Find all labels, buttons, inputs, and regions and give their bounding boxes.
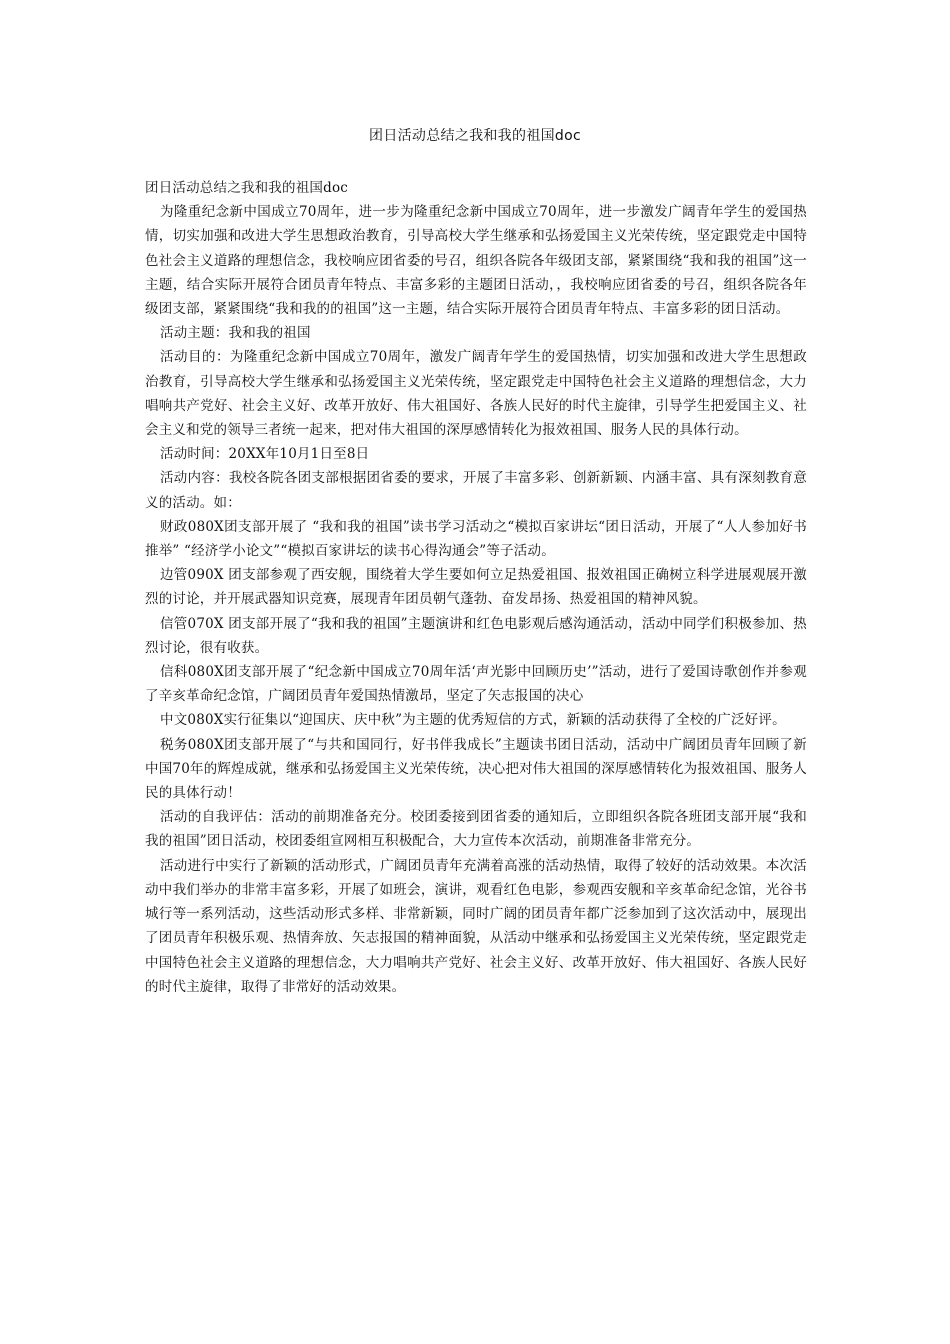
paragraph-intro: 为隆重纪念新中国成立70周年，进一步为隆重纪念新中国成立70周年，进一步激发广阔青年学生的爱国热情，切实加强和改进大学生思想政治教育，引导高校大学生继承和弘扬爱国主义光荣传统，坚定跟党走中国特色社会主义道路的理想信念，我校响应团省委的号召，组织各院各年级团支部，紧紧围绕“我和我的祖国”这一主题，结合实际开展符合团员青年特点、丰富多彩的主题团日活动，，我校响应团省委的号召，组织各院各年级团支部，紧紧围绕“我和我的的祖国”这一主题，结合实际开展符合团员青年特点、丰富多彩的团日活动。 <box>145 204 807 318</box>
paragraph-purpose: 活动目的：为隆重纪念新中国成立70周年，激发广阔青年学生的爱国热情，切实加强和改进大学生思想政治教育，引导高校大学生继承和弘扬爱国主义光荣传统，坚定跟党走中国特色社会主义道路的理想信念，大力唱响共产党好、社会主义好、改革开放好、伟大祖国好、各族人民好的时代主旋律，引导学生把爱国主义、社会主义和党的领导三者统一起来，把对伟大祖国的深厚感情转化为报效祖国、服务人民的具体行动。 <box>145 349 807 439</box>
paragraph-info-science: 信科080X团支部开展了“纪念新中国成立70周年活‘声光影中回顾历史’”活动，进行了爱国诗歌创作并参观了辛亥革命纪念馆，广阔团员青年爱国热情激昂，坚定了矢志报国的决心 <box>145 664 807 705</box>
paragraph-theme: 活动主题：我和我的祖国 <box>160 325 311 342</box>
paragraph-finance: 财政080X团支部开展了 “我和我的祖国”读书学习活动之“模拟百家讲坛“团日活动，开展了“人人参加好书推举” “经济学小论文”“模拟百家讲坛的读书心得沟通会”等子活动。 <box>145 518 807 560</box>
paragraph-self-evaluation: 活动的自我评估：活动的前期准备充分。校团委接到团省委的通知后，立即组织各院各班团支部开展“我和我的祖国”团日活动，校团委组宣网相互积极配合，大力宣传本次活动，前期准备非常充分。 <box>145 809 807 850</box>
paragraph-results: 活动进行中实行了新颖的活动形式，广阔团员青年充满着高涨的活动热情，取得了较好的活动效果。本次活动中我们举办的非常丰富多彩，开展了如班会，演讲，观看红色电影，参观西安舰和辛亥革命纪念馆，光谷书城行等一系列活动，这些活动形式多样、非常新颖，同时广阔的团员青年都广泛参加到了这次活动中，展现出了团员青年积极乐观、热情奔放、矢志报国的精神面貌，从活动中继承和弘扬爱国主义光荣传统，坚定跟党走中国特色社会主义道路的理想信念，大力唱响共产党好、社会主义好、改革开放好、伟大祖国好、各族人民好的时代主旋律，取得了非常好的活动效果。 <box>145 857 807 995</box>
paragraph-taxation: 税务080X团支部开展了“与共和国同行，好书伴我成长”主题读书团日活动，活动中广阔团员青年回顾了新中国70年的辉煌成就，继承和弘扬爱国主义光荣传统，决心把对伟大祖国的深厚感情转化为报效祖国、服务人民的具体行动！ <box>145 736 807 802</box>
paragraph-info-management: 信管070X 团支部开展了“我和我的祖国”主题演讲和红色电影观后感沟通活动，活动中同学们积极参加、热烈讨论，很有收获。 <box>145 615 807 656</box>
paragraph-chinese: 中文080X实行征集以“迎国庆、庆中秋”为主题的优秀短信的方式，新颖的活动获得了全校的广泛好评。 <box>160 712 786 729</box>
document-body <box>145 176 807 999</box>
paragraph-border-management: 边管090X 团支部参观了西安舰，围绕着大学生要如何立足热爱祖国、报效祖国正确树立科学进展观展开激烈的讨论，并开展武器知识竞赛，展现青年团员朝气蓬勃、奋发昂扬、热爱祖国的精神风貌。 <box>145 567 807 608</box>
body-heading: 团日活动总结之我和我的祖国doc <box>145 180 349 196</box>
paragraph-content: 活动内容：我校各院各团支部根据团省委的要求，开展了丰富多彩、创新新颖、内涵丰富、具有深刻教育意义的活动。如： <box>145 470 807 511</box>
document-title: 团日活动总结之我和我的祖国doc <box>369 128 581 144</box>
paragraph-time: 活动时间：20XX年10月1日至8日 <box>160 446 370 463</box>
